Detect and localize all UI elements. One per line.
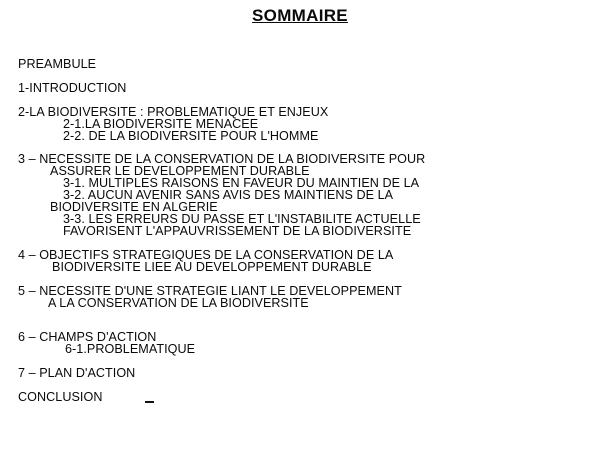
toc-entry-continuation: BIODIVERSITE LIEE AU DEVELOPPEMENT DURABLE [52, 260, 372, 274]
toc-subentry: 6-1.PROBLEMATIQUE [65, 342, 196, 356]
toc-entry: 1-INTRODUCTION [18, 81, 127, 95]
toc-entry: 7 – PLAN D'ACTION [18, 366, 136, 380]
toc-entry: 5 – NECESSITE D'UNE STRATEGIE LIANT LE DEVELOPPEMENT [18, 284, 402, 298]
toc-subentry: 2-1.LA BIODIVERSITE MENACEE [63, 117, 259, 131]
toc-entry: 3 – NECESSITE DE LA CONSERVATION DE LA BIODIVERSITE POUR [18, 152, 426, 166]
toc-entry-continuation: A LA CONSERVATION DE LA BIODIVERSITE [48, 296, 309, 310]
toc-entry-continuation: ASSURER LE DEVELOPPEMENT DURABLE [50, 164, 310, 178]
toc-subentry-continuation: FAVORISENT L'APPAUVRISSEMENT DE LA BIODIVERSITE [63, 224, 412, 238]
toc-entry: 2-LA BIODIVERSITE : PROBLEMATIQUE ET ENJEUX [18, 105, 329, 119]
toc-subentry: 3-2. AUCUN AVENIR SANS AVIS DES MAINTIENS DE LA [63, 188, 394, 202]
toc-subentry: 3-3. LES ERREURS DU PASSE ET L'INSTABILITE ACTUELLE [63, 212, 421, 226]
toc-entry: CONCLUSION [18, 390, 103, 404]
toc-entry: PREAMBULE [18, 57, 97, 71]
toc-subentry-continuation: BIODIVERSITE EN ALGERIE [50, 200, 218, 214]
stray-mark [145, 401, 154, 403]
toc-entry: 6 – CHAMPS D'ACTION [18, 330, 157, 344]
page-title: SOMMAIRE [252, 6, 348, 25]
toc-subentry: 2-2. DE LA BIODIVERSITE POUR L'HOMME [63, 129, 319, 143]
toc-subentry: 3-1. MULTIPLES RAISONS EN FAVEUR DU MAINTIEN DE LA [63, 176, 420, 190]
toc-entry: 4 – OBJECTIFS STRATEGIQUES DE LA CONSERVATION DE LA [18, 248, 394, 262]
